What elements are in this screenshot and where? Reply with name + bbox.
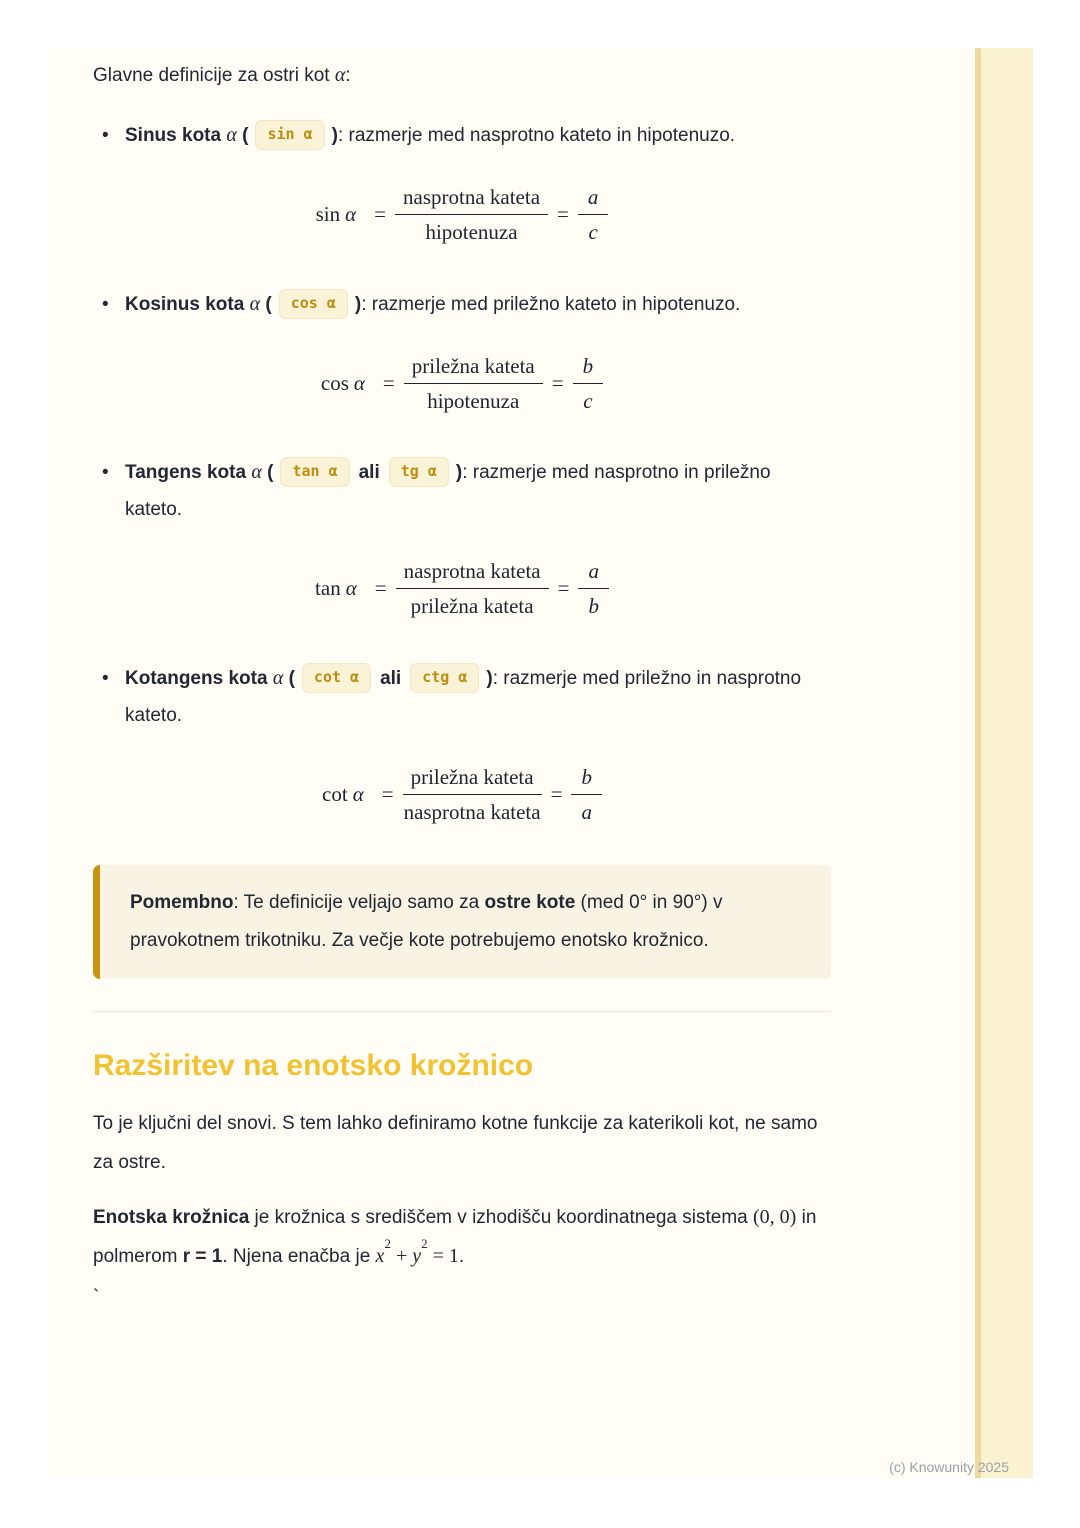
bullet-text (125, 286, 831, 323)
denominator: c (588, 220, 598, 245)
alpha-symbol: α (272, 666, 284, 689)
alpha-symbol: α (249, 292, 261, 315)
section-title: Razširitev na enotsko krožnico (93, 1049, 534, 1082)
formula-sin (93, 184, 831, 246)
equation-y: y (412, 1245, 422, 1267)
term-label: Kosinus kota (125, 293, 245, 315)
paragraph-text: . Njena enačba je (222, 1246, 376, 1267)
unit-circle-term: Enotska krožnica (93, 1207, 250, 1228)
numerator: priležna kateta (403, 764, 542, 795)
fraction-letters (573, 353, 604, 415)
fraction (404, 353, 543, 415)
fraction-letters (571, 764, 602, 826)
term-label: Kotangens kota (125, 667, 268, 689)
callout-text: : Te definicije veljajo samo za (233, 892, 485, 913)
fraction (403, 764, 542, 826)
denominator: c (583, 388, 593, 413)
denominator: priležna kateta (410, 594, 534, 619)
paragraph-text: je krožnica s središčem v izhodišču koordinatnega sistema (249, 1207, 754, 1228)
fraction-letters (578, 558, 609, 620)
bullet-marker: • (102, 667, 109, 689)
function-name: cot (322, 781, 348, 806)
bullet-item-tangens (93, 454, 831, 528)
callout-bold-phrase: ostre kote (484, 892, 576, 913)
open-paren: ( (265, 293, 272, 315)
numerator: b (571, 764, 602, 795)
code-badge-ctg: ctg α (410, 663, 479, 693)
paragraph-text: in polmerom (93, 1207, 817, 1267)
bullet-description: : razmerje med priležno kateto in hipotenuzo. (361, 293, 741, 315)
numerator: nasprotna kateta (396, 558, 549, 589)
denominator: hipotenuza (425, 220, 518, 245)
equals-sign: = (382, 370, 395, 395)
denominator: a (581, 799, 592, 824)
footer-credit: (c) Knowunity 2025 (889, 1459, 1009, 1475)
bullet-description: : razmerje med nasprotno kateto in hipotenuzo. (337, 125, 736, 146)
equals-sign: = (557, 576, 570, 601)
alpha-symbol: α (352, 781, 364, 806)
alpha-symbol: α (251, 461, 262, 483)
equation-exponent: 2 (384, 1235, 391, 1251)
intro-colon: : (345, 65, 351, 86)
alpha-symbol: α (345, 576, 357, 601)
function-name: tan (315, 576, 341, 601)
alpha-symbol: α (226, 124, 237, 146)
equals-sign: = (557, 202, 569, 227)
document-card (48, 48, 1033, 1478)
code-badge-sin: sin α (255, 120, 324, 150)
open-paren: ( (242, 125, 249, 146)
section-divider (93, 1011, 831, 1012)
bullet-marker: • (102, 293, 109, 315)
equation-exponent: 2 (421, 1235, 428, 1251)
close-paren: ) (354, 293, 362, 315)
radius-value: r = 1 (182, 1246, 223, 1267)
formula-cot (93, 764, 831, 826)
denominator: b (588, 594, 599, 619)
fraction (395, 184, 548, 246)
badge-separator: ali (358, 462, 380, 483)
alpha-symbol: α (334, 64, 346, 86)
numerator: priležna kateta (404, 353, 543, 384)
code-badge-cot: cot α (302, 663, 371, 693)
equals-sign: = (381, 781, 394, 806)
equation-plus: + (390, 1245, 413, 1267)
equals-sign: = (551, 370, 564, 395)
bullet-item-sinus (93, 117, 831, 154)
term-label: Tangens kota (125, 462, 247, 483)
equals-sign: = (550, 781, 563, 806)
bullet-description: : razmerje med priležno in nasprotno kateto. (125, 667, 802, 726)
bullet-marker: • (102, 125, 109, 146)
code-badge-tg: tg α (389, 457, 449, 487)
open-paren: ( (267, 462, 274, 483)
close-paren: ) (331, 125, 338, 146)
numerator: nasprotna kateta (395, 184, 548, 215)
code-badge-tan: tan α (280, 457, 349, 487)
equation-rhs: = 1 (427, 1245, 459, 1267)
section-paragraph: To je ključni del snovi. S tem lahko definiramo kotne funkcije za katerikoli kot, ne samo za ostre. (93, 1113, 818, 1173)
callout-label: Pomembno (130, 892, 234, 913)
unit-circle-paragraph (93, 1198, 831, 1276)
equals-sign: = (374, 202, 386, 227)
formula-cos (93, 353, 831, 415)
bullet-description: : razmerje med nasprotno in priležno kateto. (125, 462, 771, 520)
important-callout (93, 865, 831, 979)
bullet-text (125, 660, 831, 734)
fraction (396, 558, 549, 620)
open-paren: ( (288, 667, 295, 689)
badge-separator: ali (380, 667, 402, 689)
document-content (48, 48, 831, 1308)
fraction-letters (578, 184, 609, 246)
denominator: hipotenuza (427, 388, 520, 413)
function-name: sin (315, 202, 341, 227)
equals-sign: = (374, 576, 387, 601)
callout-text: (med 0° in 90°) v pravokotnem trikotniku. Za večje kote potrebujemo enotsko krožnico. (130, 892, 723, 951)
alpha-symbol: α (345, 202, 357, 227)
intro-text: Glavne definicije za ostri kot (93, 65, 335, 86)
alpha-symbol: α (353, 370, 365, 395)
equation-x: x (375, 1245, 385, 1267)
bullet-item-kosinus (93, 286, 831, 323)
denominator: nasprotna kateta (403, 799, 541, 824)
term-label: Sinus kota (125, 125, 222, 146)
bullet-text (125, 117, 831, 154)
numerator: a (578, 558, 609, 589)
bullet-text (125, 454, 831, 528)
stray-backtick: ` (93, 1287, 100, 1308)
numerator: b (573, 353, 604, 384)
close-paren: ) (486, 667, 493, 689)
close-paren: ) (455, 462, 463, 483)
bullet-marker: • (102, 462, 109, 483)
right-margin-strip (975, 48, 1033, 1478)
bullet-item-kotangens (93, 660, 831, 734)
function-name: cos (320, 370, 349, 395)
origin-coordinates: (0, 0) (753, 1206, 797, 1228)
formula-tan (93, 558, 831, 620)
code-badge-cos: cos α (279, 289, 348, 319)
paragraph-text: . (458, 1246, 465, 1267)
numerator: a (578, 184, 609, 215)
intro-line (93, 61, 831, 90)
